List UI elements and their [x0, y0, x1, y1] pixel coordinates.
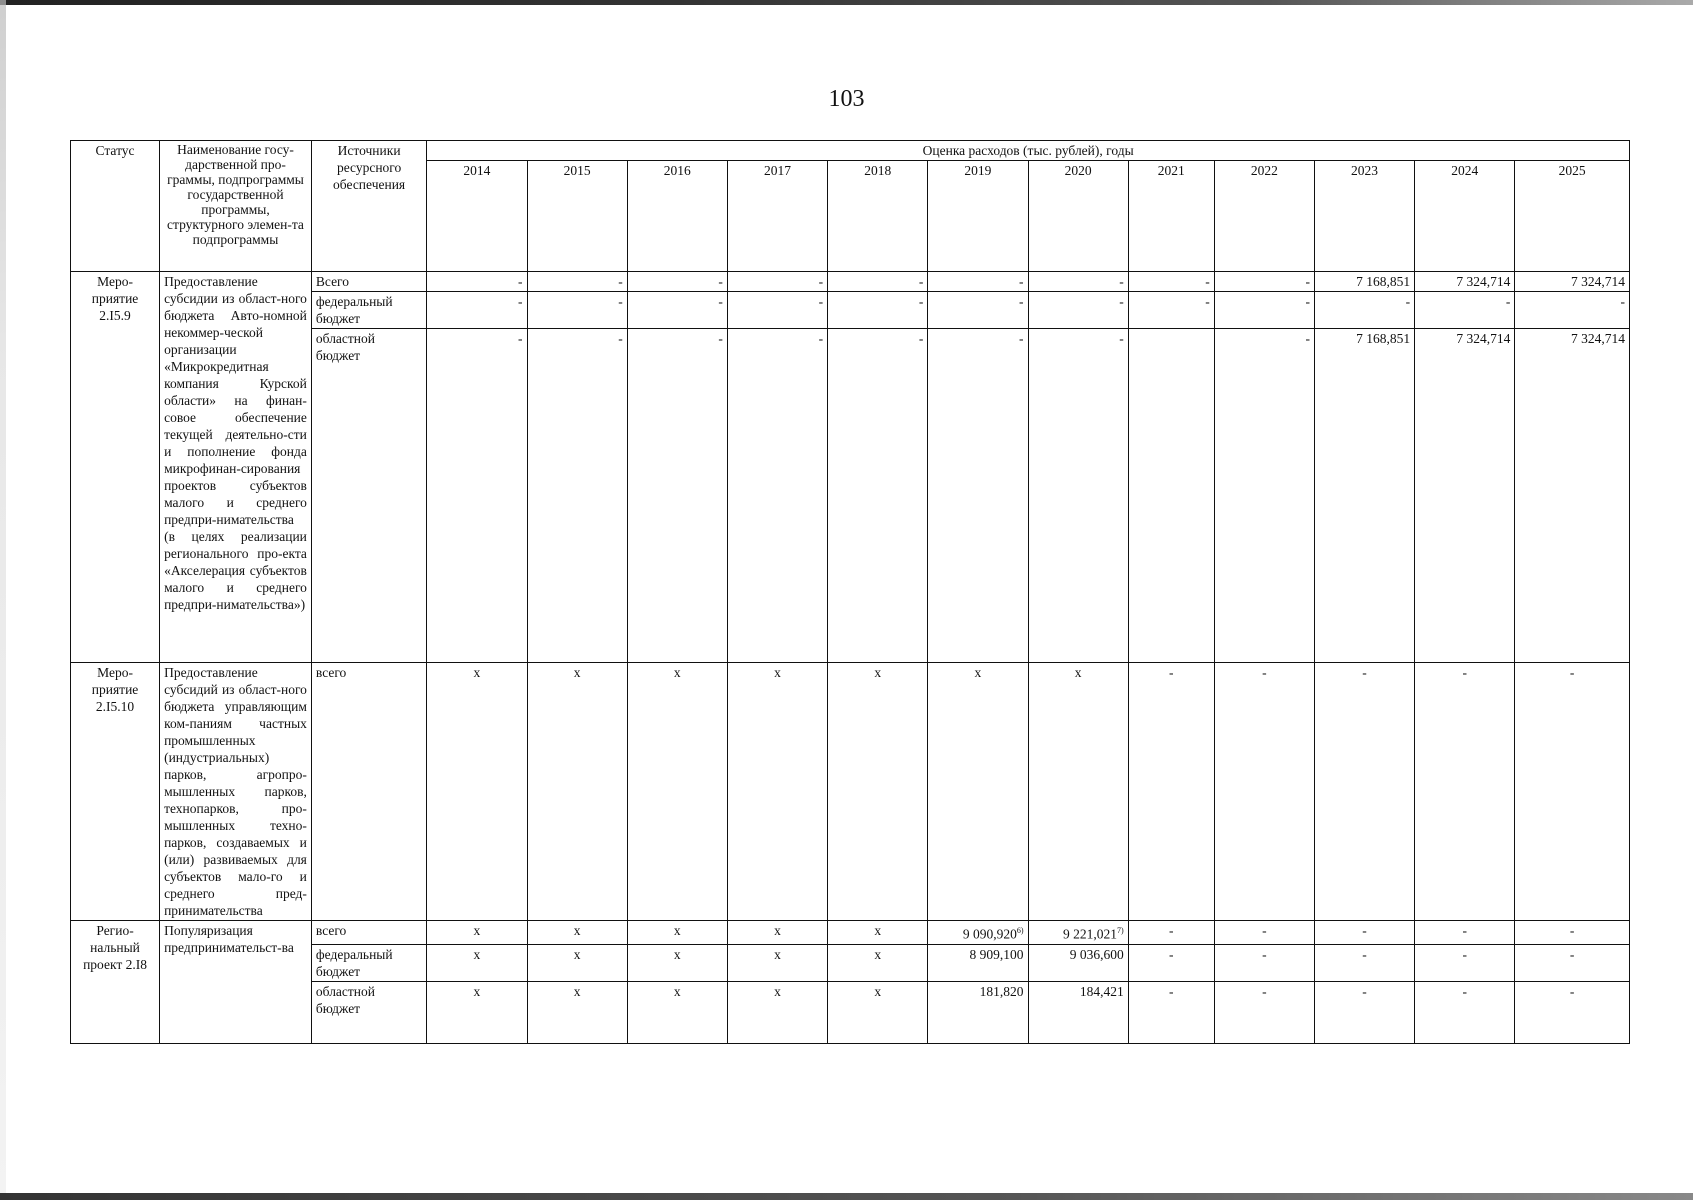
footnote-marker: 6) — [1016, 926, 1024, 935]
cell-2022 — [1214, 921, 1314, 945]
cell-2019 — [928, 944, 1028, 981]
cell-value: 7 168,851 — [1356, 331, 1411, 346]
cell-2021 — [1128, 921, 1214, 945]
cell-value: - — [1262, 983, 1267, 999]
cell-value: - — [518, 274, 523, 289]
cell-2017 — [727, 272, 827, 292]
cell-value: - — [618, 294, 623, 309]
cell-value: - — [518, 331, 523, 346]
cell-2022 — [1214, 329, 1314, 663]
scan-edge-bottom — [0, 1193, 1693, 1200]
cell-2024 — [1415, 944, 1515, 981]
cell-value: - — [618, 331, 623, 346]
cell-2018 — [828, 981, 928, 1043]
cell-value: - — [918, 294, 924, 309]
cell-value: - — [1305, 331, 1310, 346]
cell-2017 — [727, 921, 827, 945]
table-row — [71, 921, 1630, 945]
row-status: Меро-приятие 2.I5.9 — [71, 272, 160, 663]
cell-2020 — [1028, 921, 1128, 945]
cell-value: - — [918, 274, 924, 289]
header-year-2023: 2023 — [1314, 161, 1414, 272]
cell-2020 — [1028, 272, 1128, 292]
header-estimate: Оценка расходов (тыс. рублей), годы — [427, 141, 1630, 161]
cell-value: - — [918, 331, 924, 346]
cell-2025 — [1515, 329, 1630, 663]
cell-value: x — [974, 665, 982, 680]
cell-2019 — [928, 272, 1028, 292]
cell-value: 9 036,600 — [1069, 946, 1124, 962]
cell-value: - — [518, 294, 523, 309]
cell-value: - — [1362, 923, 1367, 938]
cell-2025 — [1515, 944, 1630, 981]
cell-2018 — [828, 663, 928, 921]
cell-value: x — [673, 665, 681, 680]
row-source: всего — [311, 921, 426, 945]
cell-2018 — [828, 329, 928, 663]
cell-value: x — [874, 665, 882, 680]
cell-value: - — [1569, 946, 1575, 962]
cell-2016 — [627, 292, 727, 329]
row-source: федеральный бюджет — [311, 292, 426, 329]
header-year-2020: 2020 — [1028, 161, 1128, 272]
cell-2014 — [427, 981, 527, 1043]
cell-value: x — [573, 983, 581, 999]
cell-2015 — [527, 944, 627, 981]
cell-2024 — [1415, 272, 1515, 292]
cell-value: x — [573, 946, 581, 962]
cell-2022 — [1214, 663, 1314, 921]
cell-2024 — [1415, 663, 1515, 921]
cell-value: - — [1362, 665, 1367, 680]
cell-value: x — [573, 923, 581, 938]
cell-value: 181,820 — [979, 983, 1024, 999]
cell-2017 — [727, 663, 827, 921]
cell-2017 — [727, 329, 827, 663]
header-name: Наименование госу-дарственной про-граммы, подпрограммы государственной программы, структурного элемен-та подпрограммы — [160, 141, 312, 272]
cell-value: - — [618, 274, 623, 289]
cell-2018 — [828, 272, 928, 292]
cell-value: - — [1405, 294, 1411, 309]
header-year-2024: 2024 — [1415, 161, 1515, 272]
cell-value: - — [1305, 274, 1310, 289]
cell-value: - — [1569, 665, 1575, 680]
cell-2024 — [1415, 981, 1515, 1043]
cell-value: 184,421 — [1079, 983, 1124, 999]
cell-value: x — [473, 983, 481, 999]
cell-2021 — [1128, 329, 1214, 663]
cell-value: - — [1362, 946, 1367, 962]
cell-2020 — [1028, 663, 1128, 921]
cell-2024 — [1415, 292, 1515, 329]
table-row — [71, 272, 1630, 292]
cell-value: - — [1262, 946, 1267, 962]
table-body — [71, 272, 1630, 1044]
cell-2017 — [727, 981, 827, 1043]
cell-2023 — [1314, 944, 1414, 981]
cell-value: - — [818, 294, 824, 309]
header-year-2019: 2019 — [928, 161, 1028, 272]
cell-2017 — [727, 944, 827, 981]
row-source: федеральный бюджет — [311, 944, 426, 981]
cell-2015 — [527, 272, 627, 292]
cell-value: - — [1262, 665, 1267, 680]
cell-value: - — [1262, 923, 1267, 938]
cell-2019 — [928, 329, 1028, 663]
cell-value: 7 168,851 — [1356, 274, 1411, 289]
row-source: областной бюджет — [311, 329, 426, 663]
cell-value: 9 221,021 — [1063, 926, 1118, 942]
cell-value: - — [818, 274, 824, 289]
cell-value: - — [718, 294, 723, 309]
cell-2021 — [1128, 981, 1214, 1043]
cell-value: 7 324,714 — [1571, 331, 1625, 346]
cell-2022 — [1214, 981, 1314, 1043]
cell-2022 — [1214, 292, 1314, 329]
cell-2022 — [1214, 944, 1314, 981]
row-status: Регио-нальный проект 2.I8 — [71, 921, 160, 1044]
cell-2023 — [1314, 981, 1414, 1043]
cell-value: - — [1168, 923, 1174, 938]
cell-2024 — [1415, 921, 1515, 945]
cell-value: - — [1505, 294, 1511, 309]
cell-value: 7 324,714 — [1571, 274, 1625, 289]
cell-2020 — [1028, 944, 1128, 981]
cell-value: x — [573, 665, 581, 680]
cell-2021 — [1128, 944, 1214, 981]
cell-value: - — [1019, 331, 1024, 346]
header-status: Статус — [71, 141, 160, 272]
cell-value: - — [1168, 665, 1174, 680]
row-status: Меро-приятие 2.I5.10 — [71, 663, 160, 921]
cell-2023 — [1314, 329, 1414, 663]
cell-value: - — [1205, 294, 1210, 309]
cell-value: - — [1620, 294, 1625, 309]
cell-value: x — [673, 923, 681, 938]
cell-value: - — [1462, 983, 1467, 999]
cell-value: - — [1569, 923, 1575, 938]
cell-2019 — [928, 981, 1028, 1043]
cell-value: - — [1019, 274, 1024, 289]
cell-2023 — [1314, 921, 1414, 945]
cell-2020 — [1028, 329, 1128, 663]
cell-2021 — [1128, 272, 1214, 292]
cell-2016 — [627, 272, 727, 292]
cell-2021 — [1128, 292, 1214, 329]
cell-2019 — [928, 663, 1028, 921]
header-sources: Источники ресурсного обеспечения — [311, 141, 426, 272]
row-source: областной бюджет — [311, 981, 426, 1043]
cell-2025 — [1515, 272, 1630, 292]
cell-value: x — [774, 665, 781, 680]
footnote-marker: 7) — [1117, 926, 1124, 935]
header-year-2022: 2022 — [1214, 161, 1314, 272]
cell-value: 7 324,714 — [1456, 331, 1511, 346]
cell-value: - — [1119, 274, 1124, 289]
cell-2015 — [527, 981, 627, 1043]
cell-value: - — [818, 331, 824, 346]
cell-value: - — [718, 274, 723, 289]
cell-2021 — [1128, 663, 1214, 921]
header-year-2017: 2017 — [727, 161, 827, 272]
cell-2019 — [928, 921, 1028, 945]
header-year-2014: 2014 — [427, 161, 527, 272]
cell-2014 — [427, 292, 527, 329]
row-name: Предоставление субсидий из област-ного бюджета управляющим ком-паниям частных промышленных (индустриальных) парков, агропро-мышленных парков, технопарков, про-мышленных техно-парков, создаваемых и (или) развиваемых для субъектов мало-го и среднего пред-принимательства — [160, 663, 312, 921]
cell-2025 — [1515, 663, 1630, 921]
cell-value: x — [874, 946, 882, 962]
cell-2025 — [1515, 921, 1630, 945]
cell-value: x — [874, 923, 882, 938]
row-name: Предоставление субсидии из област-ного бюджета Авто-номной некоммер-ческой организации «Микрокредитная компания Курской области» на финан-совое обеспечение текущей деятельно-сти и пополнение фонда микрофинан-сирования проектов субъектов малого и среднего предпри-нимательства (в целях реализации регионального про-екта «Акселерация субъектов малого и среднего предпри-нимательства») — [160, 272, 312, 663]
cell-value: - — [1205, 274, 1210, 289]
cell-2024 — [1415, 329, 1515, 663]
cell-value: - — [1362, 983, 1367, 999]
row-source: всего — [311, 663, 426, 921]
cell-2018 — [828, 921, 928, 945]
header-year-2021: 2021 — [1128, 161, 1214, 272]
header-year-2018: 2018 — [828, 161, 928, 272]
cell-2015 — [527, 921, 627, 945]
cell-value: - — [1119, 331, 1124, 346]
cell-value: - — [1462, 665, 1467, 680]
cell-2018 — [828, 944, 928, 981]
cell-value: x — [1074, 665, 1082, 680]
cell-value: x — [473, 665, 481, 680]
cell-value: x — [774, 983, 781, 999]
cell-value: - — [1119, 294, 1124, 309]
cell-2020 — [1028, 981, 1128, 1043]
cell-value: 8 909,100 — [969, 946, 1024, 962]
cell-2023 — [1314, 272, 1414, 292]
cell-value: x — [874, 983, 882, 999]
cell-2018 — [828, 292, 928, 329]
row-source: Всего — [311, 272, 426, 292]
cell-2016 — [627, 663, 727, 921]
cell-2014 — [427, 944, 527, 981]
cell-value: x — [774, 923, 781, 938]
cell-2020 — [1028, 292, 1128, 329]
cell-value: - — [1462, 923, 1467, 938]
cell-value: - — [1305, 294, 1310, 309]
cell-2019 — [928, 292, 1028, 329]
cell-value: x — [673, 983, 681, 999]
cell-2014 — [427, 329, 527, 663]
cell-value: x — [673, 946, 681, 962]
cell-value: - — [1168, 983, 1174, 999]
page-number: 103 — [828, 86, 865, 112]
cell-value: x — [473, 946, 481, 962]
cell-2016 — [627, 921, 727, 945]
cell-value: - — [1569, 983, 1575, 999]
cell-value: - — [718, 331, 723, 346]
cell-value: x — [774, 946, 781, 962]
header-row-1 — [71, 141, 1630, 161]
cell-value: 9 090,920 — [962, 926, 1017, 942]
cell-2023 — [1314, 292, 1414, 329]
cell-2025 — [1515, 292, 1630, 329]
cell-2023 — [1314, 663, 1414, 921]
scan-edge-top — [0, 0, 1693, 5]
cell-2014 — [427, 921, 527, 945]
scan-edge-left — [0, 0, 6, 1200]
cell-2016 — [627, 329, 727, 663]
cell-2015 — [527, 329, 627, 663]
cell-2015 — [527, 292, 627, 329]
cell-value: - — [1168, 946, 1174, 962]
cell-2015 — [527, 663, 627, 921]
budget-table — [70, 140, 1630, 1044]
cell-value: x — [473, 923, 481, 938]
cell-2014 — [427, 272, 527, 292]
cell-value: - — [1019, 294, 1024, 309]
header-year-2016: 2016 — [627, 161, 727, 272]
table-row — [71, 663, 1630, 921]
cell-2014 — [427, 663, 527, 921]
cell-2017 — [727, 292, 827, 329]
cell-2022 — [1214, 272, 1314, 292]
cell-value: 7 324,714 — [1456, 274, 1511, 289]
row-name: Популяризация предпринимательст-ва — [160, 921, 312, 1044]
header-year-2025: 2025 — [1515, 161, 1630, 272]
header-year-2015: 2015 — [527, 161, 627, 272]
cell-value: - — [1462, 946, 1467, 962]
cell-2025 — [1515, 981, 1630, 1043]
cell-2016 — [627, 981, 727, 1043]
cell-2016 — [627, 944, 727, 981]
